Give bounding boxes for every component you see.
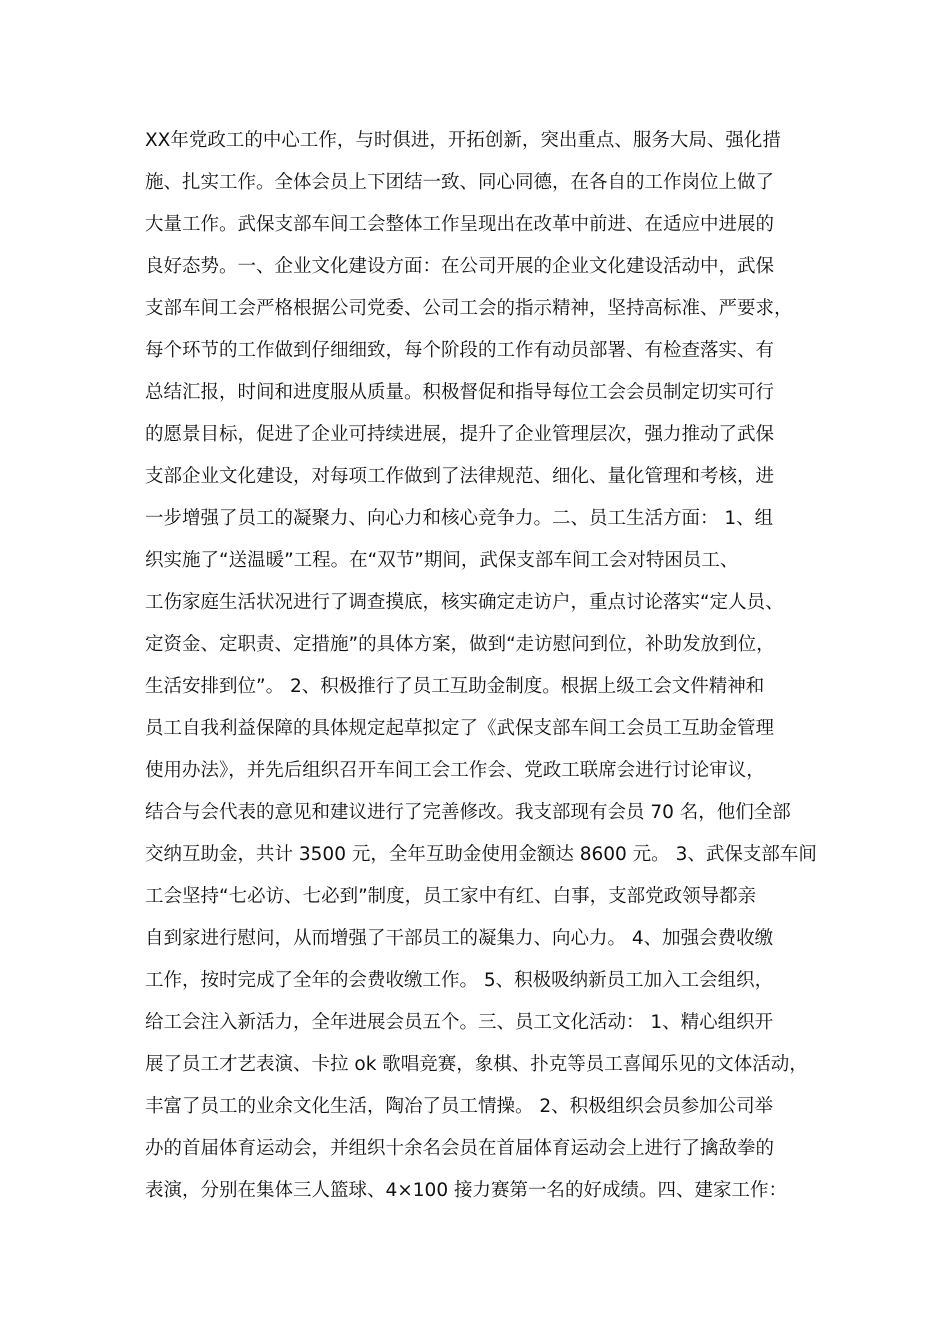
text-line-17: 结合与会代表的意见和建议进行了完善修改。我支部现有会员 70 名，他们全部 [145,802,791,823]
text-line-24: 丰富了员工的业余文化生活，陶冶了员工情操。 2、积极组织会员参加公司举 [145,1096,774,1117]
text-line-11: 织实施了“送温暖”工程。在“双节”期间，武保支部车间工会对特困员工、 [145,550,739,571]
text-line-8: 的愿景目标，促进了企业可持续进展，提升了企业管理层次，强力推动了武保 [145,424,775,445]
text-line-4: 良好态势。一、企业文化建设方面：在公司开展的企业文化建设活动中，武保 [145,256,775,277]
text-line-5: 支部车间工会严格根据公司党委、公司工会的指示精神，坚持高标准、严要求， [145,298,793,319]
text-line-10: 一步增强了员工的凝聚力、向心力和核心竞争力。二、员工生活方面： 1、组 [145,508,774,529]
text-line-12: 工伤家庭生活状况进行了调查摸底，核实确定走访户，重点讨论落实“定人员、 [145,592,784,613]
text-line-26: 表演，分别在集体三人篮球、4×100 接力赛第一名的好成绩。四、建家工作： [145,1180,787,1201]
text-line-6: 每个环节的工作做到仔细细致，每个阶段的工作有动员部署、有检查落实、有 [145,340,775,361]
text-line-16: 使用办法》，并先后组织召开车间工会工作会、党政工联席会进行讨论审议， [145,760,765,781]
text-line-25: 办的首届体育运动会，并组织十余名会员在首届体育运动会上进行了擒敌拳的 [145,1138,775,1159]
text-line-1: XX年党政工的中心工作，与时俱进，开拓创新，突出重点、服务大局、强化措 [145,130,781,151]
text-line-7: 总结汇报，时间和进度服从质量。积极督促和指导每位工会会员制定切实可行 [145,382,775,403]
text-line-23: 展了员工才艺表演、卡拉 ok 歌唱竞赛，象棋、扑克等员工喜闻乐见的文体活动， [145,1054,808,1075]
body-text [145,120,815,1212]
text-line-13: 定资金、定职责、定措施”的具体方案，做到“走访慰问到位，补助发放到位， [145,634,775,655]
text-line-18: 交纳互助金，共计 3500 元，全年互助金使用金额达 8600 元。 3、武保支部车间 [145,844,817,865]
text-line-21: 工作，按时完成了全年的会费收缴工作。 5、积极吸纳新员工加入工会组织， [145,970,774,991]
text-line-14: 生活安排到位”。 2、积极推行了员工互助金制度。根据上级工会文件精神和 [145,676,765,697]
text-line-9: 支部企业文化建设，对每项工作做到了法律规范、细化、量化管理和考核，进 [145,466,775,487]
text-line-2: 施、扎实工作。全体会员上下团结一致、同心同德，在各自的工作岗位上做了 [145,172,775,193]
text-line-22: 给工会注入新活力，全年进展会员五个。三、员工文化活动： 1、精心组织开 [145,1012,774,1033]
text-line-15: 员工自我利益保障的具体规定起草拟定了《武保支部车间工会员工互助金管理 [145,718,775,739]
text-line-3: 大量工作。武保支部车间工会整体工作呈现出在改革中前进、在适应中进展的 [145,214,775,235]
text-line-20: 自到家进行慰问，从而增强了干部员工的凝集力、向心力。 4、加强会费收缴 [145,928,774,949]
text-line-19: 工会坚持“七必访、七必到”制度，员工家中有红、白事，支部党政领导都亲 [145,886,757,907]
